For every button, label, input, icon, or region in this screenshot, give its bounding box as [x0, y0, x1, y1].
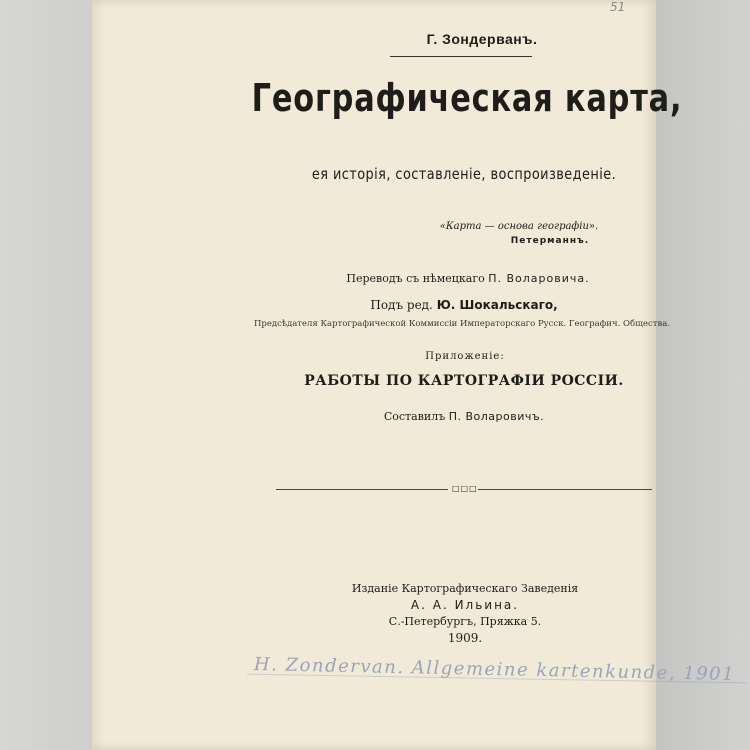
publisher-line-1: Изданіе Картографическаго Заведенія: [351, 582, 579, 595]
book-title: Географическая карта,: [251, 76, 683, 120]
ornament-squares: □□□: [452, 484, 478, 493]
author-name: Г. Зондерванъ.: [426, 31, 538, 47]
epigraph-author: Петерманнъ.: [510, 236, 590, 246]
translation-prefix: Переводъ съ нѣмецкаго: [346, 272, 485, 285]
translator-name: П. Воларовича.: [488, 272, 590, 285]
appendix-title: РАБОТЫ ПО КАРТОГРАФІИ РОССІИ.: [304, 373, 624, 389]
ornament-line-left: [276, 489, 448, 490]
appendix-compiler: [384, 410, 544, 423]
epigraph-quote: «Карта — основа географіи».: [439, 221, 599, 232]
editor-prefix: Подъ ред.: [370, 298, 433, 312]
publisher-address: С.-Петербургъ, Пряжка 5.: [388, 615, 542, 628]
appendix-label: Приложеніе:: [425, 351, 505, 362]
handwritten-note: H. Zondervan. Allgemeine kartenkunde, 1901: [253, 654, 736, 686]
compiler-name: П. Воларовичъ.: [448, 410, 545, 423]
publisher-name: А. А. Ильина.: [410, 598, 520, 612]
author-underline: [390, 56, 532, 57]
corner-pencil-mark: 51: [610, 0, 626, 14]
editor-credit: [370, 298, 557, 312]
translation-credit: [346, 272, 589, 285]
book-subtitle: ея исторія, составленіе, воспроизведеніе.: [311, 165, 617, 183]
title-page: [92, 0, 736, 750]
ornament-line-right: [478, 489, 652, 490]
background-left: [0, 0, 92, 750]
publication-year: 1909.: [447, 631, 483, 645]
compiled-prefix: Составилъ: [383, 410, 446, 423]
editor-name: Ю. Шокальскаго,: [436, 298, 558, 312]
editor-role: Предсѣдателя Картографической Коммиссіи Императорскаго Русск. Географич. Общества.: [253, 319, 671, 329]
